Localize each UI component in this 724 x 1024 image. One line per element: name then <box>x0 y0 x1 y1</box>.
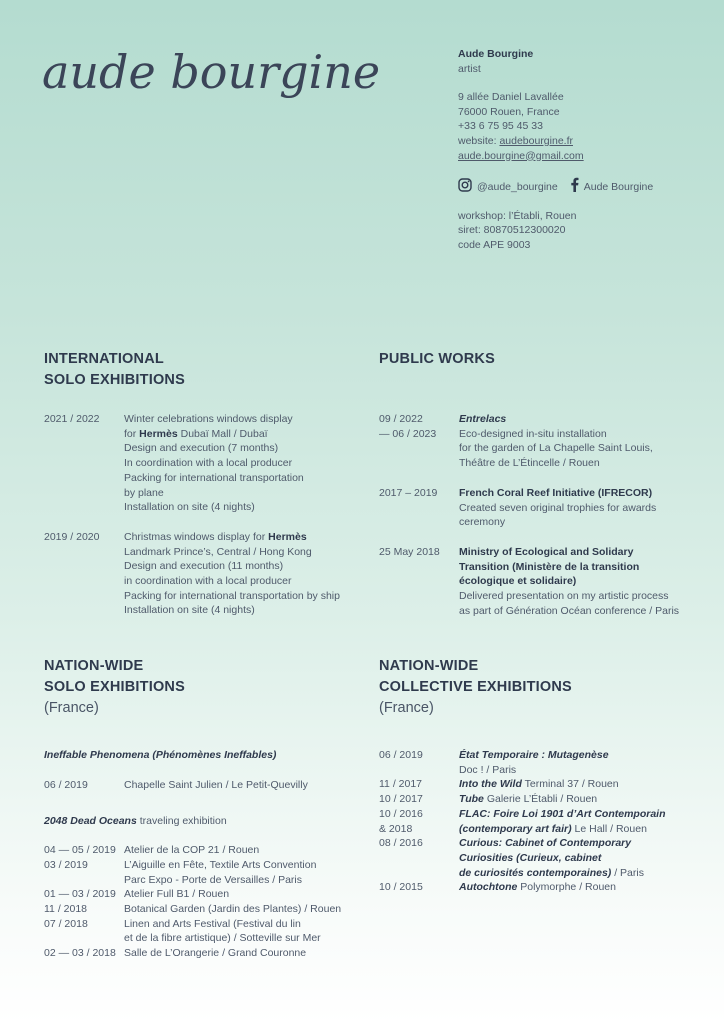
address-line-2: 76000 Rouen, France <box>458 105 560 118</box>
entry-line: Design and execution (11 months) <box>124 560 284 573</box>
public-work-entry <box>379 412 709 471</box>
section-title: PUBLIC WORKS <box>379 351 495 367</box>
entry-date: 11 / 2017 <box>379 778 423 791</box>
entry-line: Chapelle Saint Julien / Le Petit-Quevilly <box>124 778 308 791</box>
facebook-handle[interactable]: Aude Bourgine <box>583 180 654 193</box>
exhibition-title: Tube <box>459 793 484 806</box>
exhibition-title: Curious: Cabinet of Contemporary <box>459 837 632 850</box>
entry-date: 01 — 03 / 2019 <box>44 888 116 901</box>
entry-date: 2019 / 2020 <box>44 530 100 543</box>
exhibition-entry <box>44 778 364 793</box>
public-work-entry <box>379 486 709 530</box>
entry-date: 10 / 2015 <box>379 881 423 894</box>
work-title: French Coral Reef Initiative (IFRECOR) <box>459 486 653 499</box>
international-solo-entries <box>44 412 354 618</box>
section-title: NATION-WIDE <box>44 658 144 674</box>
brand-name: Hermès <box>268 530 307 543</box>
entry-line: Atelier de la COP 21 / Rouen <box>124 844 260 857</box>
entry-line: Winter celebrations windows display <box>124 413 293 425</box>
section-title: SOLO EXHIBITIONS <box>44 679 185 695</box>
phone: +33 6 75 95 45 33 <box>458 120 543 133</box>
section-title: SOLO EXHIBITIONS <box>44 372 185 388</box>
entry-date: 02 — 03 / 2018 <box>44 947 116 960</box>
section-title: INTERNATIONAL <box>44 351 164 367</box>
social-links <box>458 177 653 197</box>
entry-date: 08 / 2016 <box>379 837 423 850</box>
website-link[interactable]: audebourgine.fr <box>499 134 573 147</box>
exhibition-title: Autochtone <box>459 881 518 894</box>
contact-block <box>458 47 653 253</box>
entry-line: Packing for international transportation <box>124 471 304 484</box>
entry-date: 2021 / 2022 <box>44 413 100 425</box>
entry-line: in coordination with a local producer <box>124 575 292 588</box>
work-title: Transition (Ministère de la transition <box>459 560 640 573</box>
work-title: Ministry of Ecological and Solidary <box>459 545 634 558</box>
nationwide-solo-entries <box>44 748 364 961</box>
entry-line: Installation on site (4 nights) <box>124 604 255 617</box>
entry-line: Théâtre de L’Étincelle / Rouen <box>459 457 600 470</box>
entry-line: Atelier Full B1 / Rouen <box>124 888 230 901</box>
entry-line: Parc Expo - Porte de Versailles / Paris <box>124 873 302 886</box>
entry-line: L’Aiguille en Fête, Textile Arts Convention <box>124 858 317 871</box>
public-works-entries <box>379 412 709 618</box>
tour-dates <box>44 843 364 961</box>
exhibition-title: 2048 Dead Oceans <box>44 815 137 828</box>
exhibition-title: État Temporaire : Mutagenèse <box>459 749 609 761</box>
nationwide-collective-section <box>379 656 699 719</box>
entry-line: by plane <box>124 486 164 499</box>
entry-line: Packing for international transportation by ship <box>124 589 340 602</box>
exhibition-title: de curiosités contemporaines) <box>459 866 612 879</box>
brand-name: Hermès <box>139 427 178 440</box>
exhibition-entry: 10 / 2015 Autochtone Polymorphe / Rouen <box>379 881 616 894</box>
entry-date: 09 / 2022 <box>379 413 423 425</box>
tour-date-row <box>44 917 364 946</box>
entry-line: Christmas windows display for Hermès <box>124 530 307 543</box>
exhibition-entry: 10 / 2016 & 2018 FLAC: Foire Loi 1901 d’Art Contemporain (contemporary art fair) Le Hall / Rouen <box>379 807 666 835</box>
entry-line: for Hermès Dubaï Mall / Dubaï <box>124 427 268 440</box>
public-works-section <box>379 349 699 370</box>
exhibition-entry <box>44 412 354 515</box>
entry-line: Linen and Arts Festival (Festival du lin <box>124 917 301 930</box>
logo-text: aude bourgine <box>42 45 381 99</box>
entry-line: Installation on site (4 nights) <box>124 501 255 514</box>
tour-date-row <box>44 902 364 917</box>
website-line <box>458 134 653 149</box>
entry-line: Landmark Prince’s, Central / Hong Kong <box>124 545 312 558</box>
entry-date: 10 / 2016 <box>379 807 423 820</box>
exhibition-title: Curiosities (Curieux, cabinet <box>459 851 602 864</box>
entry-date: — 06 / 2023 <box>379 427 437 440</box>
exhibition-title-rest: traveling exhibition <box>136 815 227 828</box>
siret: siret: 80870512300020 <box>458 224 566 237</box>
entry-date: 2017 – 2019 <box>379 486 438 499</box>
entry-line: ceremony <box>459 516 506 529</box>
website-label: website: <box>458 134 500 147</box>
entry-date: 11 / 2018 <box>44 902 88 915</box>
entry-line: Delivered presentation on my artistic process <box>459 590 669 603</box>
email-link[interactable]: aude.bourgine@gmail.com <box>458 149 584 162</box>
artist-logo <box>40 34 381 124</box>
exhibition-entry: 08 / 2016 Curious: Cabinet of Contemporary Curiosities (Curieux, cabinet de curiosités contemporaines) / Paris <box>379 837 644 879</box>
work-title: Entrelacs <box>459 413 507 425</box>
exhibition-title: (contemporary art fair) <box>459 822 572 835</box>
entry-date: 10 / 2017 <box>379 793 423 806</box>
ape-code: code APE 9003 <box>458 238 531 251</box>
exhibition-title: Ineffable Phenomena (Phénomènes Ineffables) <box>44 749 277 761</box>
entry-line: as part of Génération Océan conference / Paris <box>459 604 680 617</box>
section-title: NATION-WIDE <box>379 658 479 674</box>
tour-date-row <box>44 843 364 858</box>
public-work-entry <box>379 545 709 619</box>
entry-date: 25 May 2018 <box>379 545 440 558</box>
international-solo-section <box>44 349 354 391</box>
instagram-handle[interactable]: @aude_bourgine <box>477 180 558 193</box>
entry-line: for the garden of La Chapelle Saint Louis, <box>459 442 653 455</box>
entry-line: Eco-designed in-situ installation <box>459 427 607 440</box>
tour-date-row <box>44 946 364 961</box>
facebook-icon[interactable] <box>570 177 579 197</box>
exhibition-title: FLAC: Foire Loi 1901 d’Art Contemporain <box>459 807 666 820</box>
nationwide-solo-section <box>44 656 354 719</box>
tour-date-row <box>44 887 364 902</box>
entry-date: 03 / 2019 <box>44 858 88 871</box>
section-title: COLLECTIVE EXHIBITIONS <box>379 679 572 695</box>
entry-date: 07 / 2018 <box>44 917 88 930</box>
entry-date: 06 / 2019 <box>379 749 423 761</box>
entry-date: 04 — 05 / 2019 <box>44 844 116 857</box>
entry-line: Created seven original trophies for awards <box>459 501 657 514</box>
entry-line: et de la fibre artistique) / Sotteville sur Mer <box>124 932 321 945</box>
nationwide-collective-entries <box>379 748 709 895</box>
entry-date: 06 / 2019 <box>44 778 88 791</box>
exhibition-entry: 11 / 2017 Into the Wild Terminal 37 / Rouen <box>379 778 619 791</box>
exhibition-entry <box>44 530 354 618</box>
entry-line: Design and execution (7 months) <box>124 442 279 455</box>
entry-date: & 2018 <box>379 822 413 835</box>
artist-role: artist <box>458 62 481 75</box>
address-line-1: 9 allée Daniel Lavallée <box>458 91 564 104</box>
exhibition-entry: 10 / 2017 Tube Galerie L’Établi / Rouen <box>379 793 598 806</box>
section-subtitle: (France) <box>379 700 434 716</box>
artist-name: Aude Bourgine <box>458 48 534 60</box>
work-title: écologique et solidaire) <box>459 575 577 588</box>
entry-line: Doc ! / Paris <box>459 763 517 776</box>
entry-line: Botanical Garden (Jardin des Plantes) / Rouen <box>124 902 342 915</box>
tour-date-row <box>44 858 364 887</box>
exhibition-title: Into the Wild <box>459 778 522 791</box>
entry-line: Salle de L’Orangerie / Grand Couronne <box>124 947 307 960</box>
section-subtitle: (France) <box>44 700 99 716</box>
entry-line: In coordination with a local producer <box>124 457 293 470</box>
workshop: workshop: l’Établi, Rouen <box>458 209 577 222</box>
exhibition-entry <box>379 748 709 777</box>
instagram-icon[interactable] <box>458 178 472 197</box>
